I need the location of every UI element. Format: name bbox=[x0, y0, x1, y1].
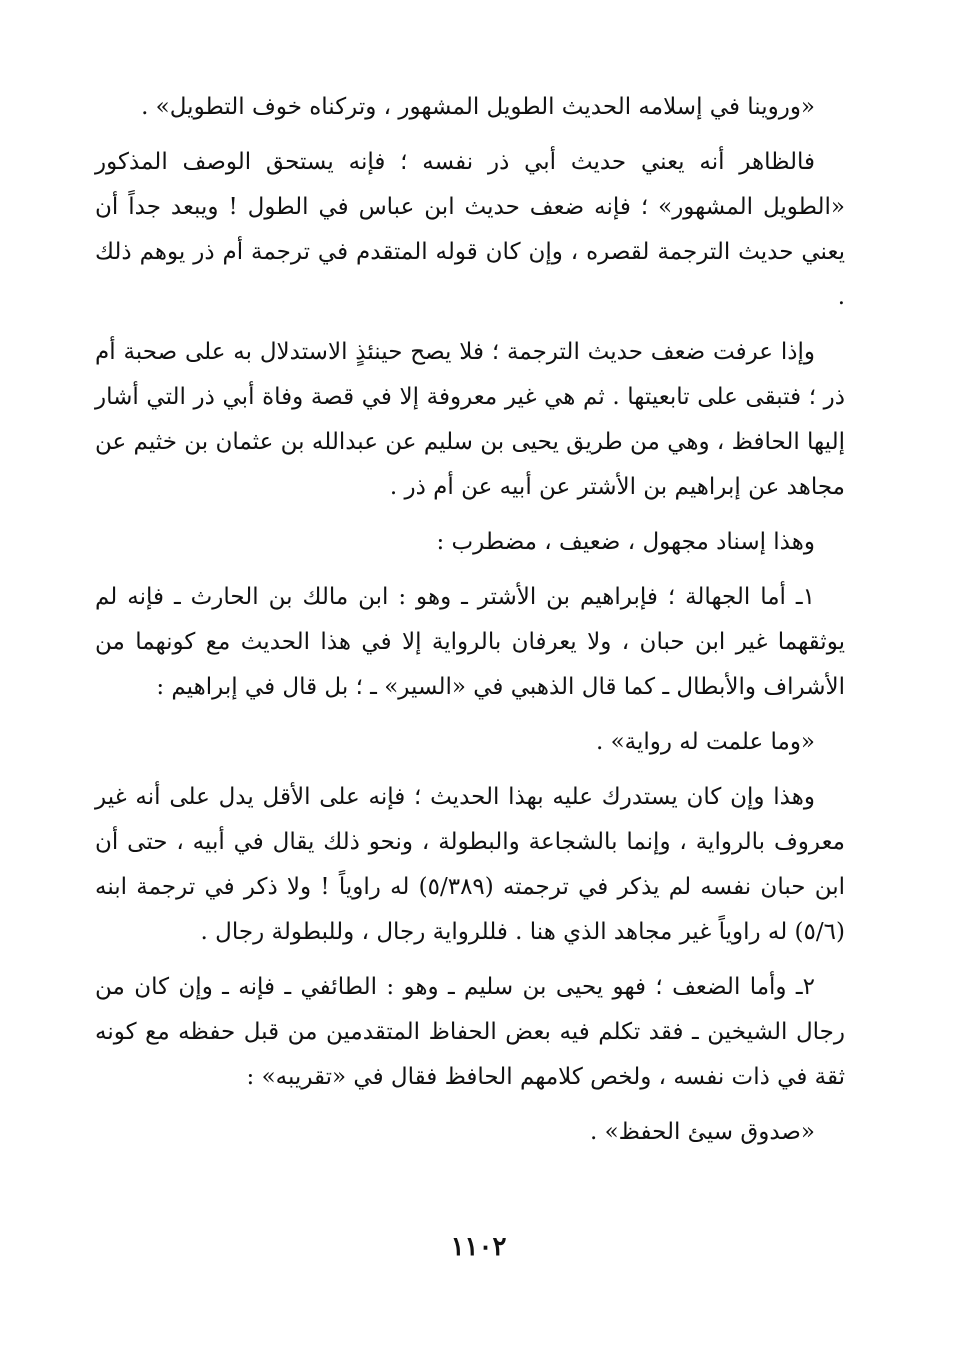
page-body bbox=[95, 85, 845, 1165]
paragraph-3: وإذا عرفت ضعف حديث الترجمة ؛ فلا يصح حينئذٍ الاستدلال به على صحبة أم ذر ؛ فتبقى على تابعيتها . ثم هي غير معروفة إلا في قصة وفاة أبي ذر التي أشار إليها الحافظ ، وهي من طريق يحيى بن سليم عن عبدالله بن عثمان بن خثيم عن مجاهد عن إبراهيم بن الأشتر عن أبيه عن أم ذر . bbox=[95, 339, 845, 500]
quote-paragraph-6: «وما علمت له رواية» . bbox=[595, 729, 815, 755]
page-number: ١١٠٢ bbox=[450, 1232, 507, 1262]
paragraph-2: فالظاهر أنه يعني حديث أبي ذر نفسه ؛ فإنه يستحق الوصف المذكور «الطويل المشهور» ؛ فإنه ضعف حديث ابن عباس في الطول ! ويبعد جداً أن يعني حديث الترجمة لقصره ، وإن كان قوله المتقدم في ترجمة أم ذر يوهم ذلك . bbox=[95, 149, 845, 310]
paragraph-4: وهذا إسناد مجهول ، ضعيف ، مضطرب : bbox=[436, 529, 815, 555]
quote-paragraph-9: «صدوق سيئ الحفظ» . bbox=[589, 1119, 815, 1145]
quote-paragraph-1: «وروينا في إسلامه الحديث الطويل المشهور ، وتركناه خوف التطويل» . bbox=[141, 94, 815, 120]
paragraph-7: وهذا وإن كان يستدرك عليه بهذا الحديث ؛ فإنه على الأقل يدل على أنه غير معروف بالرواية ، وإنما بالشجاعة والبطولة ، ونحو ذلك يقال في أبيه ، حتى أن ابن حبان نفسه لم يذكر في ترجمته (٥/٣٨٩) له راوياً ! ولا ذكر في ترجمة ابنه (٥/٦) له راوياً غير مجاهد الذي هنا . فللرواية رجال ، وللبطولة رجال . bbox=[95, 784, 846, 945]
paragraph-5: ١ـ أما الجهالة ؛ فإبراهيم بن الأشتر ـ وهو : ابن مالك بن الحارث ـ فإنه لم يوثقهما غير ابن حبان ، ولا يعرفان بالرواية إلا في هذا الحديث مع كونهما من الأشراف والأبطال ـ كما قال الذهبي في «السير» ـ ؛ بل قال في إبراهيم : bbox=[95, 584, 845, 700]
paragraph-8: ٢ـ وأما الضعف ؛ فهو يحيى بن سليم ـ وهو : الطائفي ـ فإنه ـ وإن كان من رجال الشيخين ـ فقد تكلم فيه بعض الحفاظ المتقدمين من قبل حفظه مع كونه ثقة في ذات نفسه ، ولخص كلامهم الحافظ فقال في «تقريبه» : bbox=[95, 974, 845, 1090]
